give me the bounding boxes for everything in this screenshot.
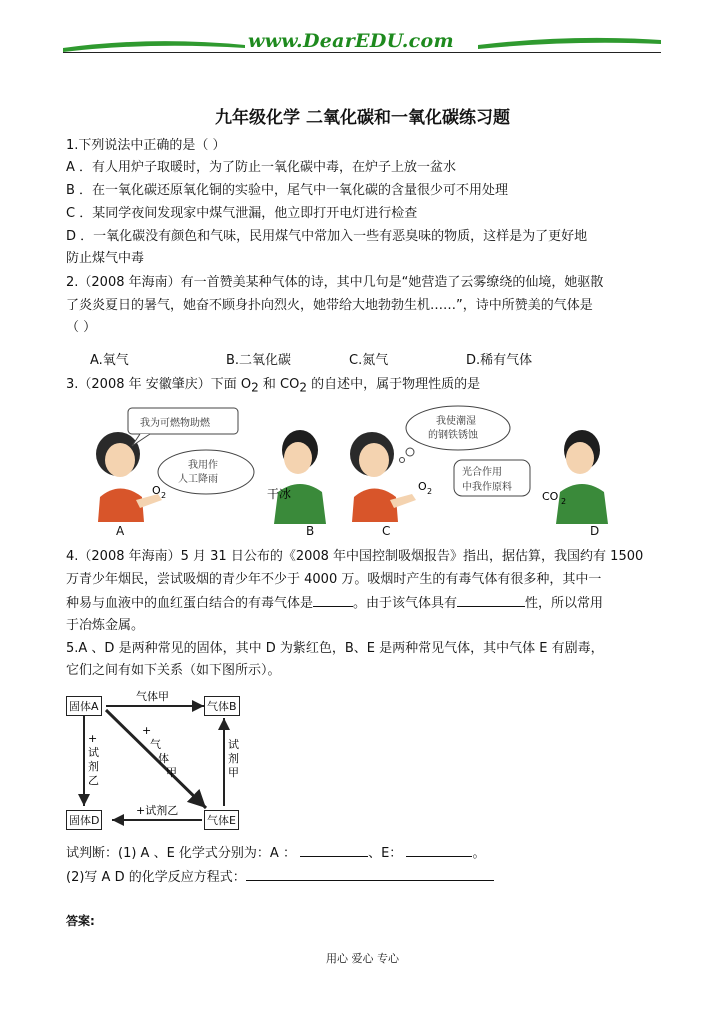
svg-text:+: + <box>142 724 152 737</box>
q5-line-1: 5.A 、D 是两种常见的固体，其中 D 为紫红色，B、E 是两种常见气体，其中气体 E 有剧毒， <box>66 641 604 656</box>
q2-option-a: A.氧气 <box>90 353 129 368</box>
bubble-b-text-1: 我用作 <box>188 460 218 471</box>
q4-blank-property[interactable] <box>457 592 525 607</box>
answer-label: 答案: <box>66 914 95 928</box>
panel-label-d: D <box>590 524 600 538</box>
header-divider <box>63 52 661 53</box>
svg-text:剂: 剂 <box>88 760 99 773</box>
q5-question-2: (2)写 A D 的化学反应方程式： <box>66 866 494 889</box>
svg-text:剂: 剂 <box>228 752 239 765</box>
q2-option-b: B.二氧化碳 <box>226 353 292 368</box>
q4-line-2: 万青少年烟民，尝试吸烟的青少年不少于 4000 万。吸烟时产生的有毒气体有很多种，其中一 <box>66 572 602 587</box>
panel-label-a: A <box>116 524 125 538</box>
svg-text:体: 体 <box>158 752 169 765</box>
svg-text:+: + <box>88 732 98 745</box>
q1-option-d: D ．一氧化碳没有颜色和气味，民用煤气中常加入一些有恶臭味的物质，这样是为了更好地 <box>66 229 588 244</box>
q2-line-2: 了炎炎夏日的暑气，她奋不顾身扑向烈火，她带给大地勃勃生机……”，诗中所赞美的气体是 <box>66 298 593 313</box>
q3-stem: 3.（2008 年 安徽肇庆）下面 $O_2$ 和 $CO_2$ 的自述中，属于物理性质的是 <box>66 377 481 395</box>
q2-line-1: 2.（2008 年海南）有一首赞美某种气体的诗，其中几句是“她营造了云雾缭绕的仙境，她驱散 <box>66 275 604 290</box>
bubble-a-text: 我为可燃物助燃 <box>140 418 210 429</box>
q4-line-4: 于冶炼金属。 <box>66 618 145 633</box>
node-gas-b: 气体B <box>204 696 240 716</box>
site-logo-text[interactable]: www.DearEDU.com <box>248 30 454 52</box>
label-o2-c-sub: 2 <box>427 487 433 496</box>
label-dry-ice: 干冰 <box>267 487 292 501</box>
q1-option-a: A ．有人用炉子取暖时，为了防止一氧化碳中毒，在炉子上放一盆水 <box>66 160 457 175</box>
q3-illustration <box>70 402 630 542</box>
svg-text:甲: 甲 <box>228 766 239 779</box>
bubble-d-text-1: 光合作用 <box>462 467 502 478</box>
svg-text:试: 试 <box>88 746 99 759</box>
q4-blank-gas[interactable] <box>313 592 353 607</box>
bubble-b-text-2: 人工降雨 <box>178 474 218 485</box>
label-o2-a: O <box>152 484 161 497</box>
label-o2-c: O <box>418 480 427 493</box>
q5-question-1: 试判断：(1) A 、E 化学式分别为：A ： 、E： 。 <box>66 842 485 865</box>
q1-option-d-cont: 防止煤气中毒 <box>66 251 145 266</box>
q2-option-c: C.氮气 <box>349 353 389 368</box>
q5-blank-equation[interactable] <box>246 866 494 881</box>
bubble-c-text-1: 我使潮湿 <box>436 416 476 427</box>
q4-line-3: 种易与血液中的血红蛋白结合的有毒气体是 。由于该气体具有 性，所以常用 <box>66 592 603 615</box>
edge-a-b-label: 气体甲 <box>136 690 169 703</box>
node-solid-a: 固体A <box>66 696 102 716</box>
panel-label-c: C <box>382 524 391 538</box>
edge-e-d-label: +试剂乙 <box>136 804 179 817</box>
label-co2: CO <box>542 490 559 503</box>
svg-text:气: 气 <box>150 738 161 751</box>
q1-option-b: B ．在一氧化碳还原氧化铜的实验中，尾气中一氧化碳的含量很少可不用处理 <box>66 183 509 198</box>
node-solid-d: 固体D <box>66 810 102 830</box>
svg-text:乙: 乙 <box>88 774 99 787</box>
boy-figure-d <box>556 430 608 524</box>
q5-line-2: 它们之间有如下关系（如下图所示）。 <box>66 663 281 678</box>
q1-stem: 1.下列说法中正确的是（ ） <box>66 138 226 153</box>
q2-option-d: D.稀有气体 <box>466 353 533 368</box>
panel-label-b: B <box>306 524 315 538</box>
girl-figure-a <box>96 432 162 522</box>
svg-text:试: 试 <box>228 738 239 751</box>
svg-text:甲: 甲 <box>166 766 177 779</box>
q2-line-3: （ ） <box>66 320 97 335</box>
label-o2-a-sub: 2 <box>161 491 167 500</box>
q1-option-c: C ．某同学夜间发现家中煤气泄漏，他立即打开电灯进行检查 <box>66 206 418 221</box>
label-co2-sub: 2 <box>561 497 567 506</box>
q4-line-1: 4.（2008 年海南）5 月 31 日公布的《2008 年中国控制吸烟报告》指出，据估算，我国约有 1500 <box>66 549 644 564</box>
q5-blank-a[interactable] <box>300 842 368 857</box>
q5-blank-e[interactable] <box>406 842 472 857</box>
bubble-d-text-2: 中我作原料 <box>462 482 512 493</box>
page-title: 九年级化学 二氧化碳和一氧化碳练习题 <box>215 108 510 128</box>
page-footer: 用心 爱心 专心 <box>326 952 399 965</box>
bubble-c-text-2: 的钢铁锈蚀 <box>428 430 478 441</box>
girl-figure-c <box>350 432 416 522</box>
boy-figure-b <box>274 430 326 524</box>
node-gas-e: 气体E <box>204 810 239 830</box>
